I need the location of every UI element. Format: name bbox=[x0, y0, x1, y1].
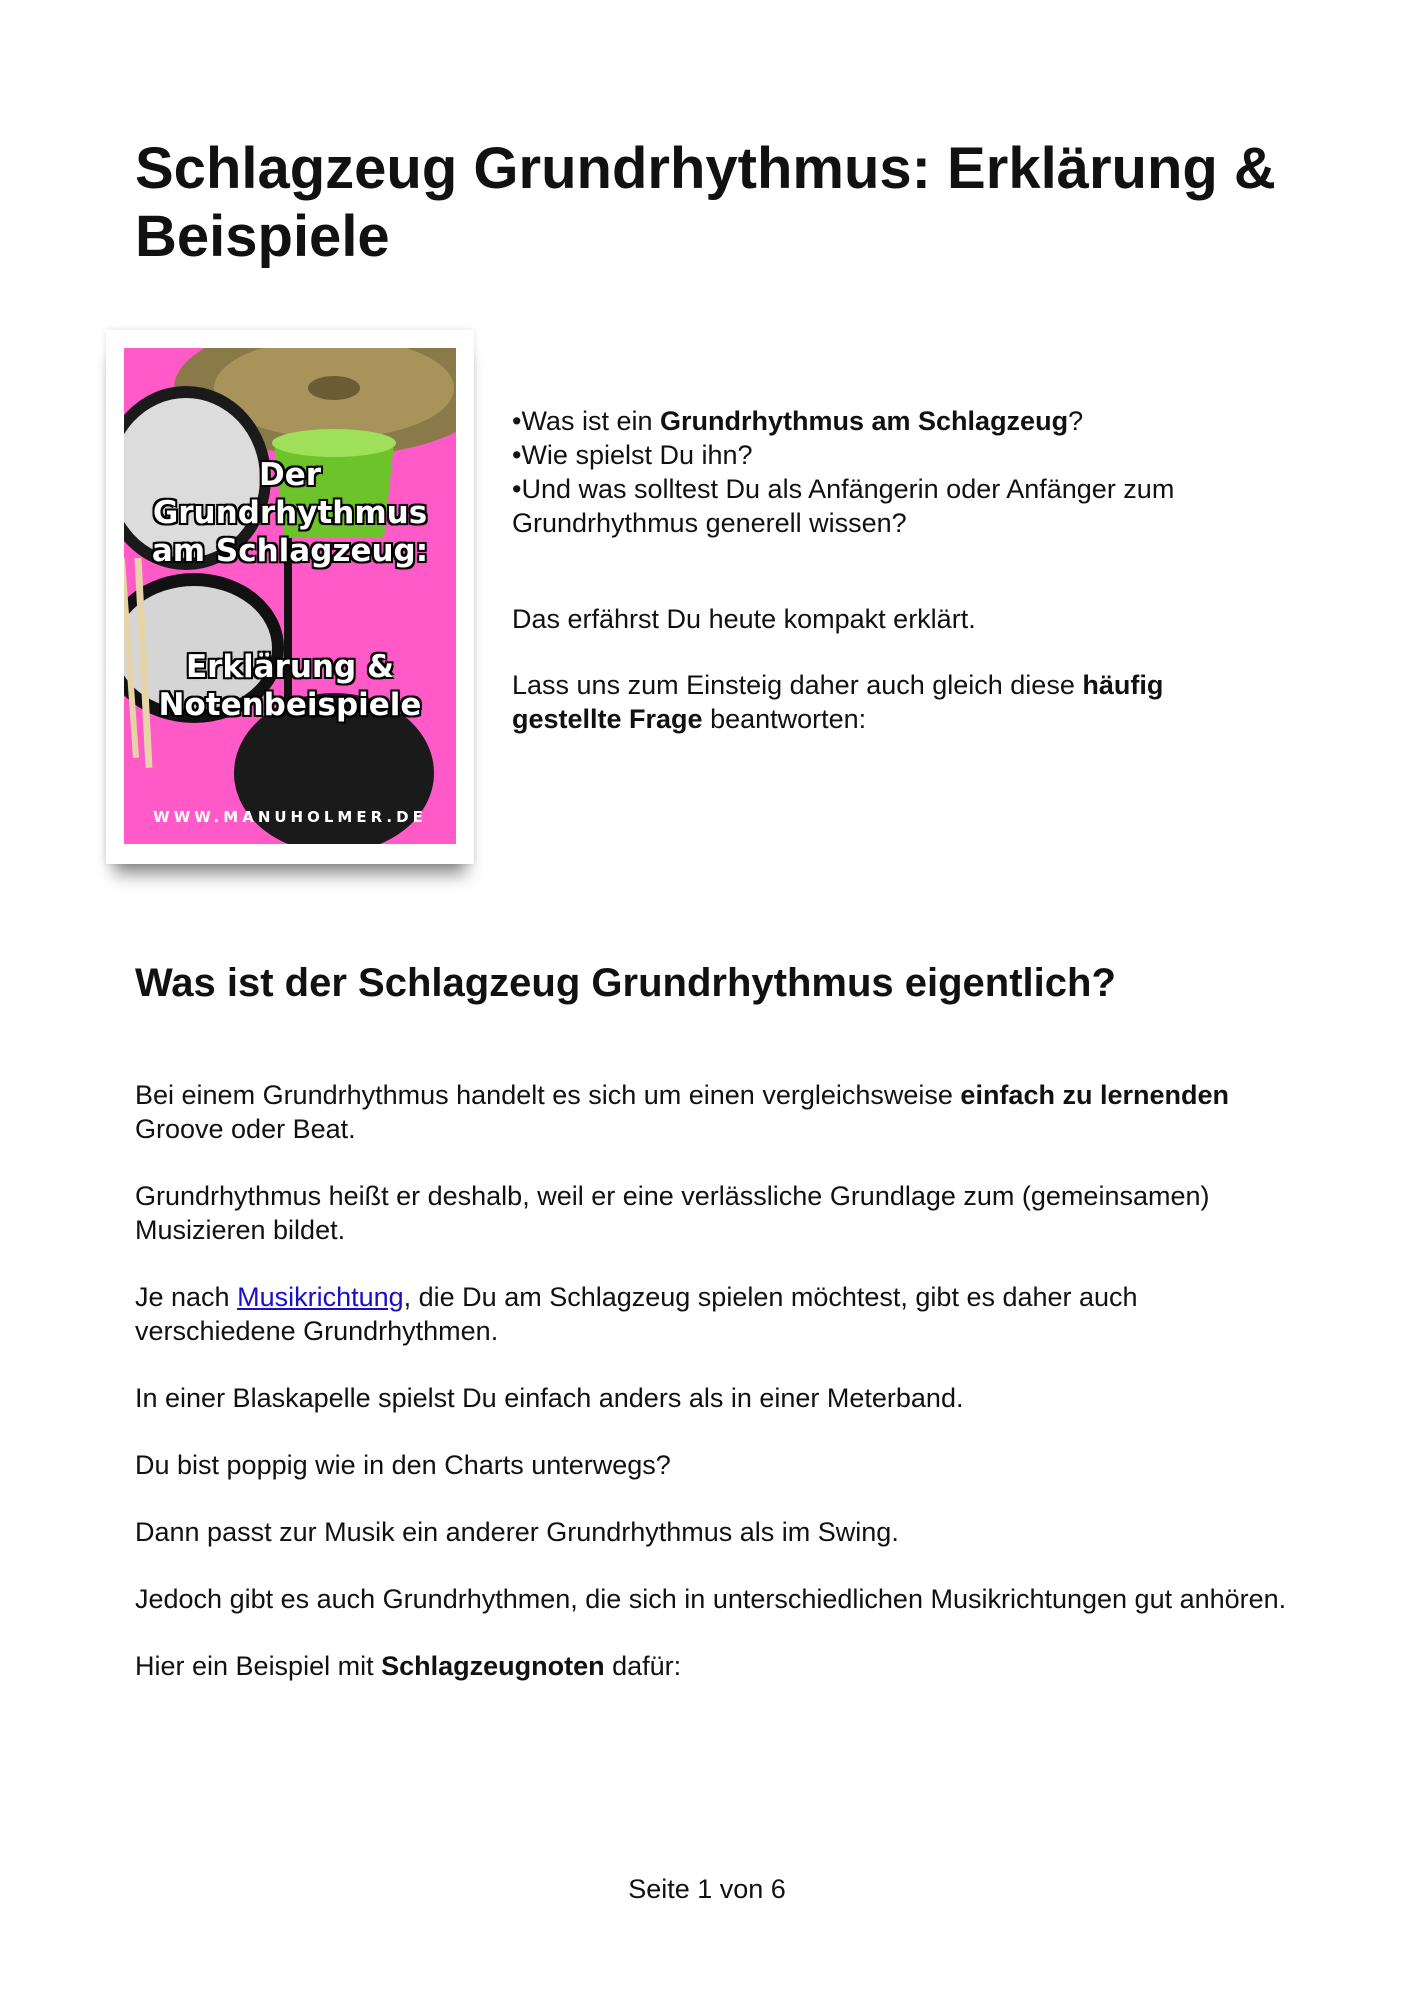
cover-subtitle bbox=[124, 648, 456, 724]
cover-title-line: Grundrhythmus bbox=[152, 495, 428, 531]
page-number: Seite 1 von 6 bbox=[628, 1874, 786, 1904]
cover-title bbox=[124, 456, 456, 570]
cover-subtitle-line: Notenbeispiele bbox=[158, 687, 422, 723]
section-heading: Was ist der Schlagzeug Grundrhythmus eigentlich? bbox=[135, 961, 1116, 1005]
page-title: Schlagzeug Grundrhythmus: Erklärung & Beispiele bbox=[135, 136, 1276, 269]
body-paragraph: Hier ein Beispiel mit Schlagzeugnoten dafür: bbox=[135, 1651, 682, 1681]
body-text bbox=[135, 1078, 1305, 1716]
intro-bullet: •Und was solltest Du als Anfängerin oder Anfänger zum Grundrhythmus generell wissen? bbox=[512, 474, 1175, 538]
body-paragraph: Je nach Musikrichtung, die Du am Schlagzeug spielen möchtest, gibt es daher auch verschiedene Grundrhythmen. bbox=[135, 1282, 1138, 1346]
cover-title-line: am Schlagzeug: bbox=[151, 533, 429, 569]
cover-image bbox=[106, 330, 474, 864]
body-paragraph: Bei einem Grundrhythmus handelt es sich um einen vergleichsweise einfach zu lernenden Groove oder Beat. bbox=[135, 1080, 1229, 1144]
cover-subtitle-line: Erklärung & bbox=[185, 649, 395, 685]
cover-art bbox=[124, 348, 456, 844]
body-paragraph: Du bist poppig wie in den Charts unterwegs? bbox=[135, 1450, 671, 1480]
body-paragraph: Grundrhythmus heißt er deshalb, weil er eine verlässliche Grundlage zum (gemeinsamen) Musizieren bildet. bbox=[135, 1181, 1210, 1245]
intro-bullet: •Wie spielst Du ihn? bbox=[512, 440, 753, 470]
intro-paragraph: Das erfährst Du heute kompakt erklärt. bbox=[512, 604, 976, 634]
body-paragraph: Jedoch gibt es auch Grundrhythmen, die sich in unterschiedlichen Musikrichtungen gut anhören. bbox=[135, 1584, 1287, 1614]
musikrichtung-link[interactable]: Musikrichtung bbox=[237, 1282, 404, 1312]
intro-bullet: •Was ist ein Grundrhythmus am Schlagzeug? bbox=[512, 406, 1084, 436]
intro-paragraph: Lass uns zum Einsteig daher auch gleich diese häufig gestellte Frage beantworten: bbox=[512, 670, 1164, 734]
cover-title-line: Der bbox=[258, 457, 322, 493]
drum-kit-illustration bbox=[124, 348, 456, 844]
body-paragraph: Dann passt zur Musik ein anderer Grundrhythmus als im Swing. bbox=[135, 1517, 899, 1547]
intro-text bbox=[512, 404, 1272, 736]
cover-url: WWW.MANUHOLMER.DE bbox=[153, 808, 427, 826]
body-paragraph: In einer Blaskapelle spielst Du einfach anders als in einer Meterband. bbox=[135, 1383, 964, 1413]
